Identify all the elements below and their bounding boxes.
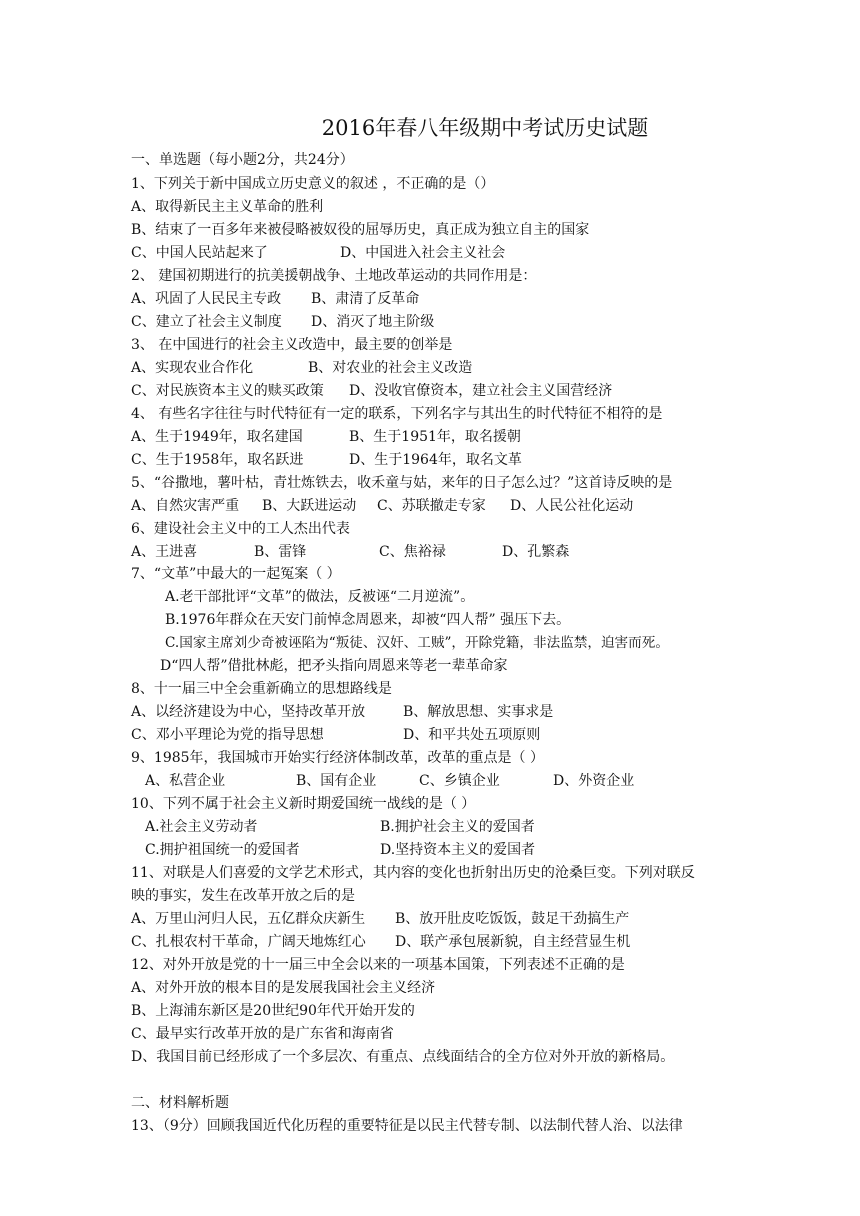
question-4-option-a: A、生于1949年，取名建国 [131, 429, 303, 445]
question-11-stem-line-1: 11、对联是人们喜爱的文学艺术形式，其内容的变化也折射出历史的沧桑巨变。下列对联反 [131, 865, 695, 881]
question-10-option-a: A.社会主义劳动者 [145, 819, 258, 835]
question-12-stem: 12、对外开放是党的十一届三中全会以来的一项基本国策，下列表述不正确的是 [131, 957, 625, 973]
question-11-option-d: D、联产承包展新貌，自主经营显生机 [395, 934, 631, 950]
question-7-option-b: B.1976年群众在天安门前悼念周恩来，却被“四人帮” 强压下去。 [165, 612, 571, 628]
question-3-option-a: A、实现农业合作化 [131, 360, 254, 376]
question-2-option-c: C、建立了社会主义制度 [131, 314, 282, 330]
question-2-option-d: D、消灭了地主阶级 [311, 314, 435, 330]
question-5-stem: 5、“谷撒地，薯叶枯，青壮炼铁去，收禾童与姑，来年的日子怎么过？”这首诗反映的是 [131, 475, 673, 491]
question-9-option-d: D、外资企业 [553, 773, 635, 789]
question-11-option-a: A、万里山河归人民，五亿群众庆新生 [131, 911, 366, 927]
question-2-stem: 2、 建国初期进行的抗美援朝战争、土地改革运动的共同作用是： [131, 268, 537, 284]
question-7-option-c: C.国家主席刘少奇被诬陷为“叛徒、汉奸、工贼”，开除党籍，非法监禁，迫害而死。 [165, 635, 669, 651]
question-5-option-a: A、自然灾害严重 [131, 498, 240, 514]
question-1-option-d: D、中国进入社会主义社会 [340, 245, 506, 261]
question-7-option-a: A.老干部批评“文革”的做法，反被诬“二月逆流”。 [165, 589, 475, 605]
question-8-option-c: C、邓小平理论为党的指导思想 [131, 727, 324, 743]
question-9-option-a: A、私营企业 [145, 773, 226, 789]
question-10-stem: 10、下列不属于社会主义新时期爱国统一战线的是（ ） [131, 796, 476, 812]
question-12-option-a: A、对外开放的根本目的是发展我国社会主义经济 [131, 980, 436, 996]
question-6-option-d: D、孔繁森 [502, 544, 570, 560]
question-6-option-c: C、焦裕禄 [379, 544, 446, 560]
question-8-option-a: A、以经济建设为中心，坚持改革开放 [131, 704, 366, 720]
question-6-option-a: A、王进喜 [131, 544, 198, 560]
question-4-option-d: D、生于1964年，取名文革 [349, 452, 522, 468]
question-2-option-a: A、巩固了人民民主专政 [131, 291, 282, 307]
question-12-option-c: C、最早实行改革开放的是广东省和海南省 [131, 1026, 394, 1042]
question-5-option-d: D、人民公社化运动 [510, 498, 634, 514]
question-5-option-c: C、苏联撤走专家 [377, 498, 486, 514]
question-10-option-c: C.拥护祖国统一的爱国者 [145, 842, 300, 858]
question-1-stem: 1、下列关于新中国成立历史意义的叙述 ，不正确的是（） [131, 176, 495, 192]
question-6-stem: 6、建设社会主义中的工人杰出代表 [131, 521, 350, 537]
question-4-stem: 4、 有些名字往往与时代特征有一定的联系，下列名字与其出生的时代特征不相符的是 [131, 406, 663, 422]
page-title: 2016年春八年级期中考试历史试题 [321, 116, 649, 140]
question-6-option-b: B、雷锋 [254, 544, 307, 560]
question-4-option-b: B、生于1951年，取名援朝 [349, 429, 521, 445]
question-12-option-b: B、上海浦东新区是20世纪90年代开始开发的 [131, 1003, 415, 1019]
question-10-option-b: B.拥护社会主义的爱国者 [380, 819, 535, 835]
question-8-option-d: D、和平共处五项原则 [403, 727, 541, 743]
question-7-stem: 7、“文革”中最大的一起冤案（ ） [131, 566, 341, 582]
question-9-option-c: C、乡镇企业 [419, 773, 500, 789]
question-1-option-a: A、取得新民主主义革命的胜利 [131, 199, 324, 215]
question-10-option-d: D.坚持资本主义的爱国者 [380, 842, 536, 858]
question-1-option-b: B、结束了一百多年来被侵略被奴役的屈辱历史，真正成为独立自主的国家 [131, 222, 590, 238]
question-4-option-c: C、生于1958年，取名跃进 [131, 452, 304, 468]
question-9-stem: 9、1985年，我国城市开始实行经济体制改革，改革的重点是（ ） [131, 750, 544, 766]
question-7-option-d: D“四人帮”借批林彪，把矛头指向周恩来等老一辈革命家 [160, 658, 508, 674]
question-12-option-d: D、我国目前已经形成了一个多层次、有重点、点线面结合的全方位对外开放的新格局。 [131, 1049, 675, 1065]
question-11-option-c: C、扎根农村干革命，广阔天地炼红心 [131, 934, 366, 950]
question-5-option-b: B、大跃进运动 [262, 498, 357, 514]
question-13-stem: 13、（9分）回顾我国近代化历程的重要特征是以民主代替专制、以法制代替人治、以法律 [131, 1118, 683, 1134]
question-3-option-d: D、没收官僚资本，建立社会主义国营经济 [349, 383, 613, 399]
question-11-option-b: B、放开肚皮吃饭饭，鼓足干劲搞生产 [395, 911, 630, 927]
question-9-option-b: B、国有企业 [296, 773, 377, 789]
question-2-option-b: B、肃清了反革命 [311, 291, 420, 307]
question-1-option-c: C、中国人民站起来了 [131, 245, 268, 261]
question-11-stem-line-2: 映的事实，发生在改革开放之后的是 [131, 888, 355, 904]
question-8-stem: 8、十一届三中全会重新确立的思想路线是 [131, 681, 392, 697]
question-3-stem: 3、 在中国进行的社会主义改造中，最主要的创举是 [131, 337, 453, 353]
question-3-option-c: C、对民族资本主义的赎买政策 [131, 383, 324, 399]
section-heading-material-analysis: 二、材料解析题 [131, 1095, 229, 1111]
question-8-option-b: B、解放思想、实事求是 [403, 704, 554, 720]
question-3-option-b: B、对农业的社会主义改造 [308, 360, 473, 376]
section-heading-single-choice: 一、单选题（每小题2分，共24分） [131, 152, 354, 168]
